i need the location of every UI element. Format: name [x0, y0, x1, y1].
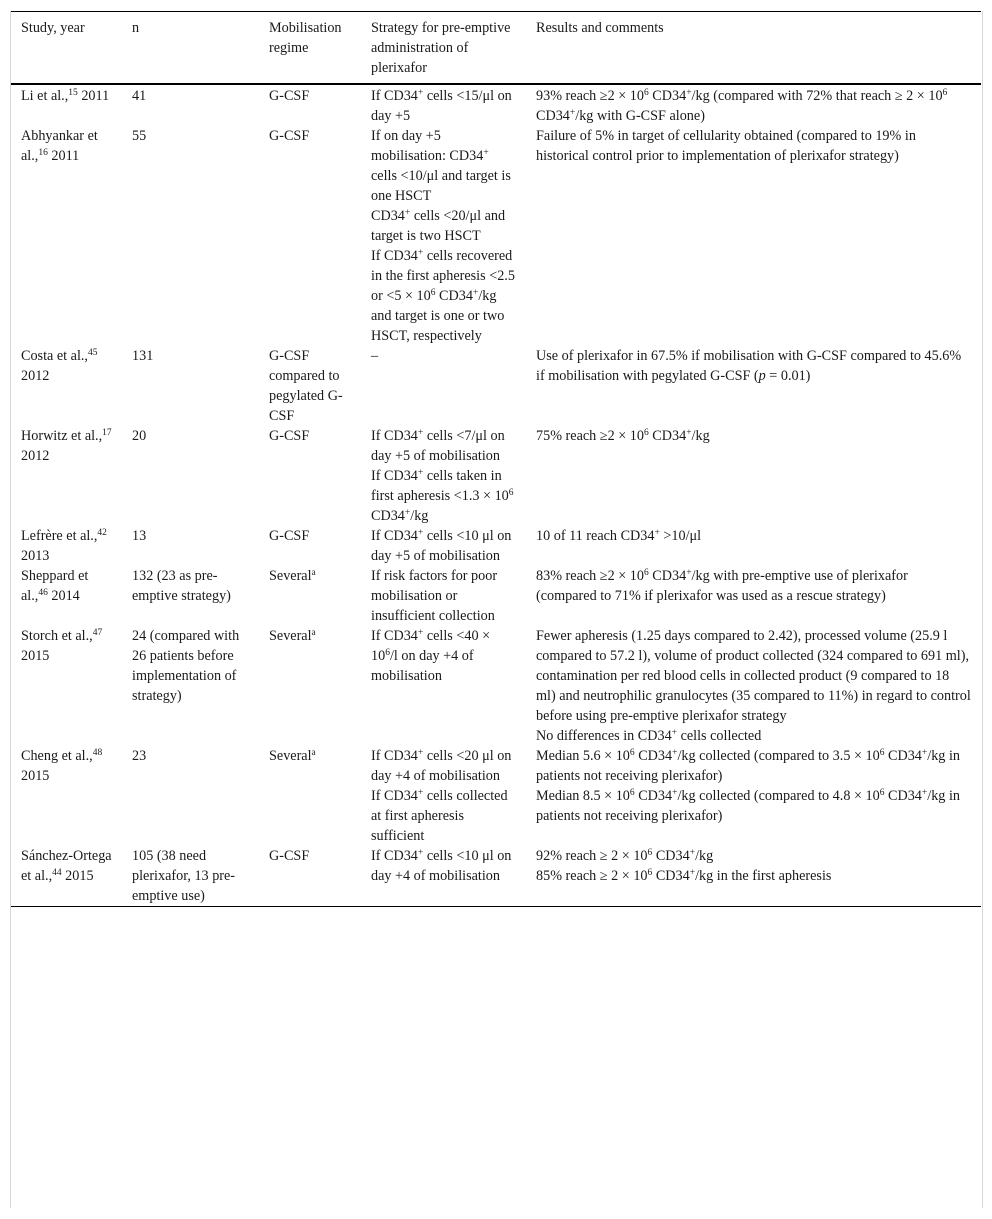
table-row: [11, 126, 981, 346]
cell-n: 105 (38 need plerixafor, 13 pre-emptive use): [132, 848, 236, 904]
table-row: [11, 526, 981, 566]
cell-regime: G-CSF compared to pegylated G-CSF: [269, 348, 343, 424]
cell-strategy: If CD34+ cells <20 μl on day +4 of mobilisation If CD34+ cells collected at first apheresis sufficient: [371, 748, 512, 844]
cell-study: Sheppard et al.,$^{46}$ 2014: [21, 568, 89, 604]
cell-regime: G-CSF: [269, 428, 310, 444]
cell-regime: Several$^a$: [269, 568, 316, 584]
table-row: [11, 846, 981, 907]
cell-study: Abhyankar et al.,$^{16}$ 2011: [21, 128, 98, 164]
header-regime: Mobilisation regime: [269, 20, 342, 56]
cell-strategy: If CD34+ cells <7/μl on day +5 of mobilisation If CD34+ cells taken in first apheresis $<1.3 \times 10^6$ CD34+/kg: [371, 428, 514, 524]
table-row: [11, 84, 981, 126]
cell-n: 55: [132, 128, 147, 144]
table-row: [11, 426, 981, 526]
cell-n: 131: [132, 348, 154, 364]
study-table-container: [11, 11, 981, 907]
cell-results: 83% reach $\ge 2 \times 10^6$ CD34+/kg with pre-emptive use of plerixafor (compared to 71% if plerixafor was used as a rescue strategy): [536, 568, 908, 604]
table-row: [11, 346, 981, 426]
cell-n: 13: [132, 528, 147, 544]
cell-study: Cheng et al.,$^{48}$ 2015: [21, 748, 103, 784]
cell-results: 93% reach $\ge 2 \times 10^6$ CD34+/kg (compared with 72% that reach ≥ $2 \times 10^6$ CD34+/kg with G-CSF alone): [536, 88, 948, 124]
table-header-row: [11, 12, 981, 85]
plerixafor-studies-table: [11, 11, 981, 907]
cell-n: 41: [132, 88, 147, 104]
cell-n: 24 (compared with 26 patients before implementation of strategy): [132, 628, 240, 704]
cell-study: Horwitz et al.,$^{17}$ 2012: [21, 428, 112, 464]
cell-study: Storch et al.,$^{47}$ 2015: [21, 628, 103, 664]
cell-n: 132 (23 as pre-emptive strategy): [132, 568, 231, 604]
cell-regime: G-CSF: [269, 128, 310, 144]
table-row: [11, 626, 981, 746]
cell-study: Sánchez-Ortega et al.,$^{44}$ 2015: [21, 848, 112, 884]
cell-results: Fewer apheresis (1.25 days compared to 2.42), processed volume (25.9 l compared to 57.2 l), volume of product collected (324 compared to 691 ml), contamination per red blood cells in collected product (9 compared to 18 ml) and neutrophilic granulocytes (35 compared to 11%) in regard to control before using pre-emptive plerixafor strategy No differences in CD34+ cells collected: [536, 628, 971, 744]
cell-results: 75% reach $\ge 2 \times 10^6$ CD34+/kg: [536, 428, 710, 444]
cell-n: 23: [132, 748, 147, 764]
cell-strategy: If risk factors for poor mobilisation or insufficient collection: [371, 568, 498, 624]
cell-study: Costa et al.,$^{45}$ 2012: [21, 348, 98, 384]
header-study: Study, year: [21, 20, 85, 36]
cell-strategy: If CD34+ cells <15/μl on day +5: [371, 88, 512, 124]
header-n: n: [132, 20, 140, 36]
cell-results: Median $5.6 \times 10^6$ CD34+/kg collected (compared to $3.5 \times 10^6$ CD34+/kg in patients not receiving plerixafor) Median $8.5 \times 10^6$ CD34+/kg collected (compared to $4.8 \times 10^6$ CD34+/kg in patients not receiving plerixafor): [536, 748, 960, 824]
cell-regime: G-CSF: [269, 848, 310, 864]
cell-strategy: If CD34+ cells $<40 \times 10^6/l$ on day +4 of mobilisation: [371, 628, 491, 684]
cell-study: Li et al.,$^{15}$ 2011: [21, 88, 110, 104]
cell-n: 20: [132, 428, 147, 444]
cell-regime: Several$^a$: [269, 748, 316, 764]
cell-regime: Several$^a$: [269, 628, 316, 644]
cell-strategy: If on day +5 mobilisation: CD34+ cells <10/μl and target is one HSCT CD34+ cells <20/μl and target is two HSCT If CD34+ cells recovered in the first apheresis <2.5 or $<5 \times 10^6$ CD34+/kg and target is one or two HSCT, respectively: [371, 128, 515, 344]
cell-results: Failure of 5% in target of cellularity obtained (compared to 19% in historical control prior to implementation of plerixafor strategy): [536, 128, 916, 164]
cell-strategy: –: [371, 348, 379, 364]
cell-regime: G-CSF: [269, 528, 310, 544]
header-strategy: Strategy for pre-emptive administration of plerixafor: [371, 20, 511, 76]
table-row: [11, 566, 981, 626]
cell-results: Use of plerixafor in 67.5% if mobilisation with G-CSF compared to 45.6% if mobilisation with pegylated G-CSF (p = 0.01): [536, 348, 962, 384]
cell-results: 10 of 11 reach CD34+ >10/μl: [536, 528, 702, 544]
header-results: Results and comments: [536, 20, 664, 36]
cell-study: Lefrère et al.,$^{42}$ 2013: [21, 528, 107, 564]
cell-regime: G-CSF: [269, 88, 310, 104]
cell-strategy: If CD34+ cells <10 μl on day +4 of mobilisation: [371, 848, 512, 884]
table-row: [11, 746, 981, 846]
cell-results: 92% reach ≥ $2 \times 10^6$ CD34+/kg 85% reach ≥ $2 \times 10^6$ CD34+/kg in the first apheresis: [536, 848, 832, 884]
cell-strategy: If CD34+ cells <10 μl on day +5 of mobilisation: [371, 528, 512, 564]
